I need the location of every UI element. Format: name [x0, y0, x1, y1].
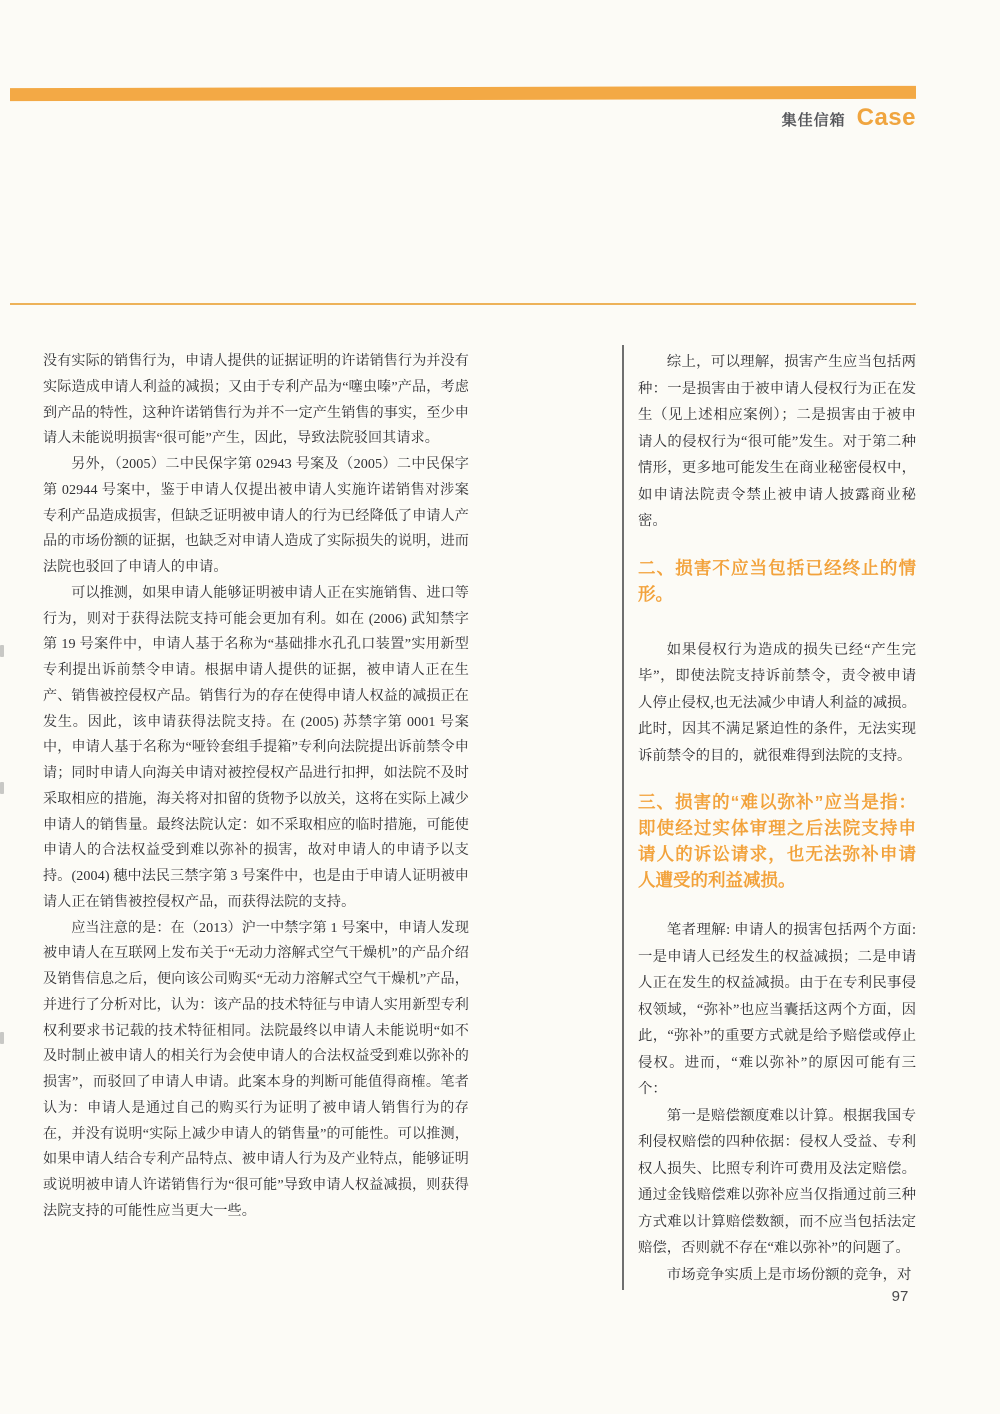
- paragraph: 应当注意的是：在（2013）沪一中禁字第 1 号案中，申请人发现被申请人在互联网上发布关于“无动力溶解式空气干燥机”的产品介绍及销售信息之后，便向该公司购买“无动力溶解式空气干燥机”产品，并进行了分析对比，认为：该产品的技术特征与申请人实用新型专利权利要求书记载的技术特征相同。法院最终以申请人未能说明“如不及时制止被申请人的相关行为会使申请人的合法权益受到难以弥补的损害”，而驳回了申请人申请。此案本身的判断可能值得商榷。笔者认为：申请人是通过自己的购买行为证明了被申请人销售行为的存在，并没有说明“实际上减少申请人的销售量”的可能性。可以推测，如果申请人结合专利产品特点、被申请人行为及产业特点，能够证明或说明被申请人许诺销售行为“很可能”导致申请人权益减损，则获得法院支持的可能性应当更大一些。: [43, 919, 470, 1219]
- left-column: [43, 349, 469, 1225]
- header-section-label: Case: [856, 104, 916, 131]
- paragraph: 没有实际的销售行为，申请人提供的证据证明的许诺销售行为并没有实际造成申请人利益的减损；又由于专利产品为“噻虫嗪”产品，考虑到产品的特性，这种许诺销售行为并不一定产生销售的事实，至少申请人未能说明损害“很可能”产生，因此，导致法院驳回其请求。: [43, 353, 469, 447]
- paragraph: 市场竞争实质上是市场份额的竞争，对: [666, 1266, 912, 1283]
- paragraph: 另外，（2005）二中民保字第 02943 号案及（2005）二中民保字第 02944 号案中，鉴于申请人仅提出被申请人实施许诺销售对涉案专利产品造成损害，但缺乏证明被申请人的行为已经降低了申请人产品的市场份额的证据，也缺乏对申请人造成了实际损失的说明，进而法院也驳回了申请人的申请。: [43, 456, 469, 575]
- paragraph: 可以推测，如果申请人能够证明被申请人正在实施销售、进口等行为，则对于获得法院支持可能会更加有利。如在 (2006) 武知禁字第 19 号案件中，申请人基于名称为“基础排水孔孔口装置”实用新型专利提出诉前禁令申请。根据申请人提供的证据，被申请人正在生产、销售被控侵权产品。销售行为的存在使得申请人权益的减损正在发生。因此，该申请获得法院支持。在 (2005) 苏禁字第 0001 号案中，申请人基于名称为“哑铃套组手提箱”专利向法院提出诉前禁令申请；同时申请人向海关申请对被控侵权产品进行扣押，如法院不及时采取相应的措施，海关将对扣留的货物予以放关，这将在实际上减少申请人的销售量。最终法院认定：如不采取相应的临时措施，可能使申请人的合法权益受到难以弥补的损害，故对申请人的申请予以支持。(2004) 穗中法民三禁字第 3 号案件中，也是由于申请人证明被申请人正在销售被控侵权产品，而获得法院的支持。: [43, 584, 469, 910]
- right-column: [638, 349, 916, 1288]
- header-rule: [10, 303, 916, 305]
- header-brand-chinese: 集佳信箱: [781, 112, 846, 129]
- column-divider-line: [622, 345, 624, 1290]
- scan-artifact: [0, 782, 4, 794]
- paragraph: 综上，可以理解，损害产生应当包括两种：一是损害由于被申请人侵权行为正在发生（见上述相应案例）；二是损害由于被申请人的侵权行为“很可能”发生。对于第二种情形，更多地可能发生在商业秘密侵权中，如申请法院责令禁止被申请人披露商业秘密。: [638, 354, 916, 529]
- section-heading-3: 三、损害的“难以弥补”应当是指：即使经过实体审理之后法院支持申请人的诉讼请求，也无法弥补申请人遭受的利益减损。: [638, 792, 916, 890]
- page-header: [782, 104, 916, 132]
- page-number: 97: [891, 1288, 909, 1305]
- paragraph: 第一是赔偿额度难以计算。根据我国专利侵权赔偿的四种依据：侵权人受益、专利权人损失、比照专利许可费用及法定赔偿。通过金钱赔偿难以弥补应当仅指通过前三种方式难以计算赔偿数额，而不应当包括法定赔偿，否则就不存在“难以弥补”的问题了。: [638, 1107, 916, 1256]
- top-accent-bar: [10, 86, 916, 101]
- paragraph: 笔者理解: 申请人的损害包括两个方面: 一是申请人已经发生的权益减损；二是申请人正在发生的权益减损。由于在专利民事侵权领域，“弥补”也应当囊括这两个方面，因此，“弥补”的重要方式就是给予赔偿或停止侵权。进而，“难以弥补”的原因可能有三个：: [638, 922, 916, 1097]
- scan-artifact: [0, 1032, 4, 1044]
- scan-artifact: [0, 645, 4, 657]
- section-heading-2: 二、损害不应当包括已经终止的情形。: [638, 557, 916, 604]
- paragraph: 如果侵权行为造成的损失已经“产生完毕”，即使法院支持诉前禁令，责令被申请人停止侵权,也无法减少申请人利益的减损。此时，因其不满足紧迫性的条件，无法实现诉前禁令的目的，就很难得到法院的支持。: [638, 641, 916, 764]
